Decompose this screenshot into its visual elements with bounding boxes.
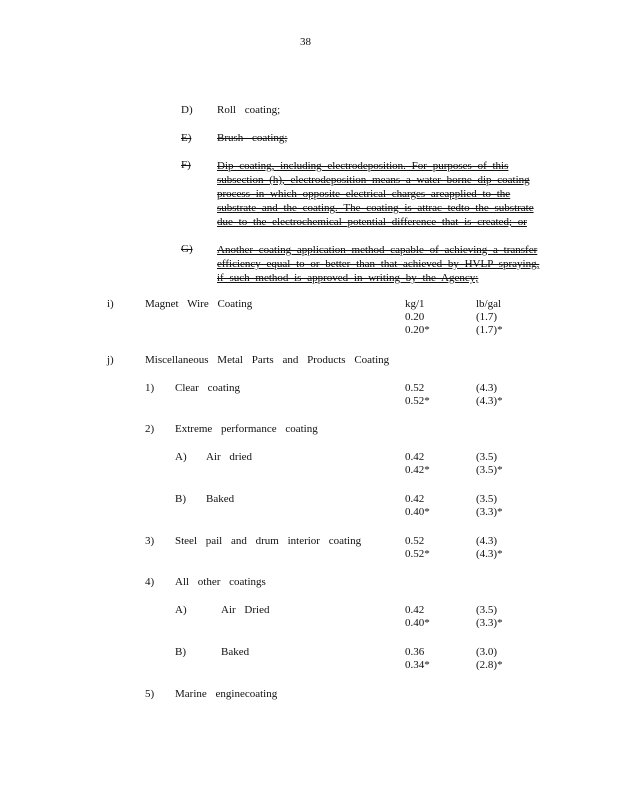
value-kg: 0.34* (405, 659, 430, 671)
value-kg: 0.52 (405, 535, 425, 547)
item-marker: 2) (145, 423, 155, 435)
item-d-text: Roll coating; (217, 104, 281, 116)
section-i-marker: i) (107, 298, 114, 310)
value-lb: (3.5) (476, 604, 498, 616)
value-lb: (4.3)* (476, 548, 503, 560)
item-f-paragraph (217, 159, 540, 229)
item-f-line: Dip coating, including electrodeposition. For purposes of this (217, 160, 509, 172)
subitem-label: Baked (206, 493, 235, 505)
value-kg: 0.36 (405, 646, 425, 658)
page-number: 38 (300, 36, 311, 48)
subitem-label: Baked (221, 646, 250, 658)
value-lb: (4.3)* (476, 395, 503, 407)
subitem-marker: B) (175, 646, 186, 658)
subitem-label: Air dried (206, 451, 253, 463)
value-kg: 0.40* (405, 617, 430, 629)
value-kg: 0.52 (405, 382, 425, 394)
item-f-line: substrate and the coating. The coating is attrac tedto the substrate (217, 202, 534, 214)
value-lb: (3.3)* (476, 617, 503, 629)
item-g-line: efficiency equal to or better than that achieved by HVLP spraying, (217, 258, 540, 270)
item-g-line: Another coating application method capable of achieving a transfer (217, 244, 538, 256)
item-f-line: process in which opposite electrical charges areapplied to the (217, 188, 511, 200)
subitem-label: Air Dried (221, 604, 270, 616)
value-kg: 0.20 (405, 311, 425, 323)
value-lb: (3.5)* (476, 464, 503, 476)
value-kg: 0.52* (405, 395, 430, 407)
item-marker: 3) (145, 535, 155, 547)
value-lb: (3.0) (476, 646, 498, 658)
subitem-marker: A) (175, 451, 187, 463)
item-label: Extreme performance coating (175, 423, 318, 435)
item-label: Marine enginecoating (175, 688, 278, 700)
subitem-marker: A) (175, 604, 187, 616)
value-kg: 0.42 (405, 451, 425, 463)
value-kg: 0.52* (405, 548, 430, 560)
value-kg: 0.42* (405, 464, 430, 476)
value-lb: (1.7)* (476, 324, 503, 336)
value-lb: (1.7) (476, 311, 498, 323)
value-lb: (3.3)* (476, 506, 503, 518)
item-label: Steel pail and drum interior coating (175, 535, 362, 547)
item-g-paragraph (217, 243, 540, 285)
value-kg: 0.42 (405, 493, 425, 505)
value-lb: (4.3) (476, 535, 498, 547)
item-label: All other coatings (175, 576, 266, 588)
item-d-marker: D) (181, 104, 193, 116)
item-f-line: subsection (h), electrodeposition means a water borne dip coating (217, 174, 530, 186)
value-kg: 0.20* (405, 324, 430, 336)
section-i-label: Magnet Wire Coating (145, 298, 253, 310)
value-kg: 0.42 (405, 604, 425, 616)
item-f-marker: F) (181, 159, 191, 171)
item-label: Clear coating (175, 382, 240, 394)
item-marker: 5) (145, 688, 155, 700)
value-lb: (3.5) (476, 493, 498, 505)
value-lb: (4.3) (476, 382, 498, 394)
value-kg: 0.40* (405, 506, 430, 518)
item-f-line: due to the electrochemical potential difference that is created; or (217, 216, 527, 228)
value-lb: (3.5) (476, 451, 498, 463)
item-marker: 1) (145, 382, 155, 394)
item-g-line: if such method is approved in writing by the Agency; (217, 272, 479, 284)
subitem-marker: B) (175, 493, 186, 505)
section-j-marker: j) (107, 354, 114, 366)
value-lb: (2.8)* (476, 659, 503, 671)
item-e-marker: E) (181, 132, 192, 144)
unit-lb-header: lb/gal (476, 298, 502, 310)
section-j-label: Miscellaneous Metal Parts and Products Coating (145, 354, 390, 366)
item-marker: 4) (145, 576, 155, 588)
unit-kg-header: kg/1 (405, 298, 425, 310)
item-g-marker: G) (181, 243, 193, 255)
item-e-text: Brush coating; (217, 132, 288, 144)
